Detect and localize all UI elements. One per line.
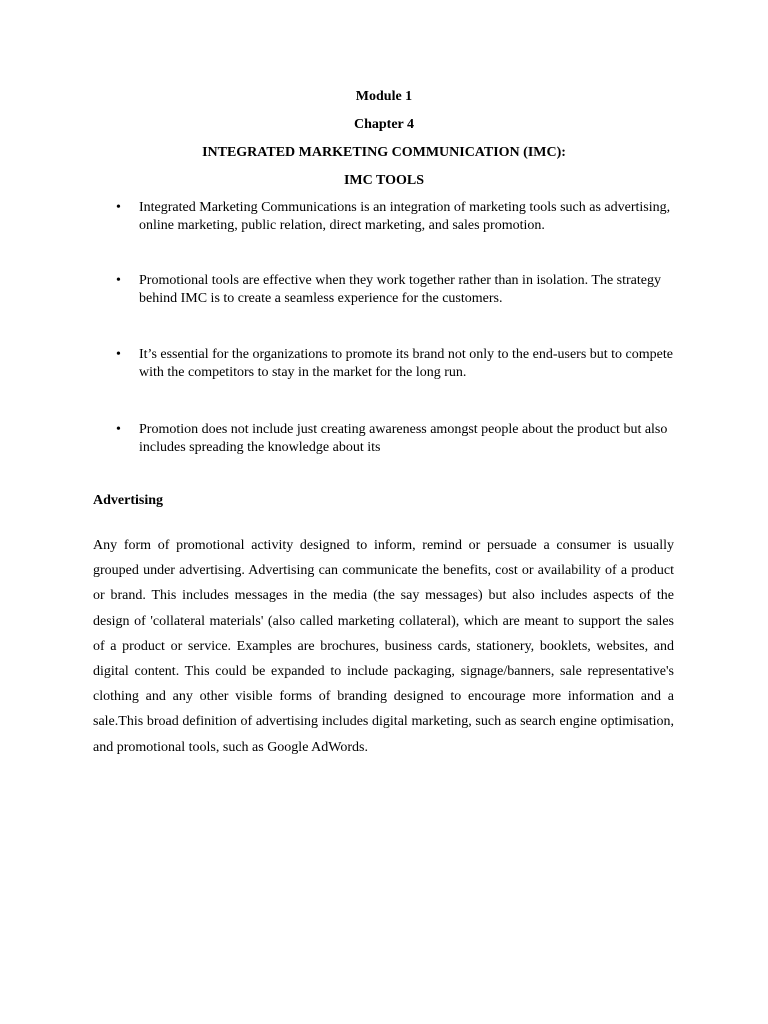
bullet-marker: • — [116, 273, 121, 288]
bullet-text: Integrated Marketing Communications is an integration of marketing tools such as advertising, online marketing, public relation, direct marketing, and sales promotion. — [139, 200, 671, 233]
bullet-marker: • — [116, 422, 121, 437]
bullet-text: It’s essential for the organizations to promote its brand not only to the end-users but to compete with the competitors to stay in the market for the long run. — [139, 347, 673, 380]
advertising-paragraph: Any form of promotional activity designed to inform, remind or persuade a consumer is usually grouped under advertising. Advertising can communicate the benefits, cost or availability of a product or brand. This includes messages in the media (the say messages) but also includes aspects of the design of 'collateral materials' (also called marketing collateral), which are meant to support the sales of a product or service. Examples are brochures, business cards, stationery, booklets, websites, and digital content. This could be expanded to include packaging, signage/banners, sale representative's clothing and any other visible forms of branding designed to encourage more information and a sale.This broad definition of advertising includes digital marketing, such as search engine optimisation, and promotional tools, such as Google AdWords. — [93, 538, 674, 755]
document-title: INTEGRATED MARKETING COMMUNICATION (IMC): — [202, 145, 566, 160]
bullet-marker: • — [116, 200, 121, 215]
bullet-marker: • — [116, 347, 121, 362]
bullet-text: Promotional tools are effective when they work together rather than in isolation. The strategy behind IMC is to create a seamless experience for the customers. — [139, 273, 661, 306]
document-subtitle: IMC TOOLS — [343, 173, 424, 188]
module-heading: Module 1 — [355, 89, 413, 104]
chapter-heading: Chapter 4 — [353, 117, 415, 132]
advertising-heading: Advertising — [93, 493, 163, 508]
bullet-text: Promotion does not include just creating awareness amongst people about the product but also includes spreading the knowledge about its — [139, 422, 668, 455]
